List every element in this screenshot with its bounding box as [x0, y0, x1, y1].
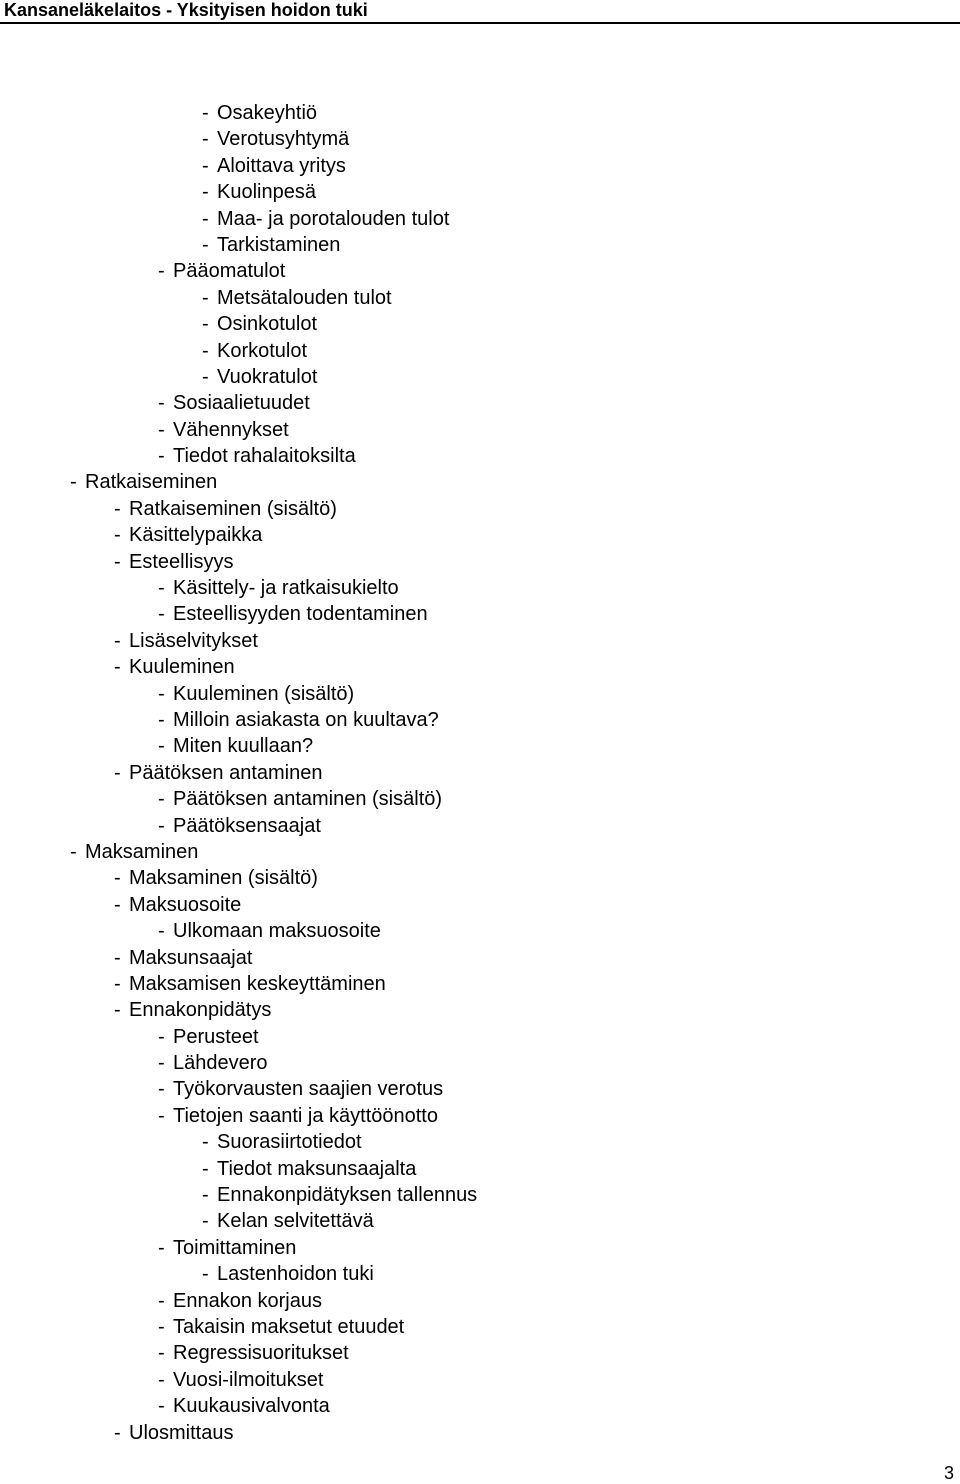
toc-item-dash: - — [158, 577, 165, 600]
toc-item[interactable] — [0, 258, 477, 284]
toc-item-label: Vähennykset — [173, 418, 289, 441]
toc-item-label: Ennakonpidätyksen tallennus — [217, 1184, 478, 1207]
toc-item-dash: - — [158, 814, 165, 837]
toc-item[interactable] — [0, 1103, 477, 1129]
toc-item-dash: - — [158, 1236, 165, 1259]
toc-item-dash: - — [114, 656, 121, 679]
toc-item-dash: - — [158, 445, 165, 468]
toc-item-dash: - — [114, 867, 121, 890]
toc-item-label: Maksunsaajat — [129, 946, 253, 969]
toc-item-dash: - — [158, 1078, 165, 1101]
toc-item-dash: - — [158, 260, 165, 283]
toc-item-dash: - — [202, 154, 209, 177]
toc-item-label: Perusteet — [173, 1025, 259, 1048]
toc-item-dash: - — [70, 840, 77, 863]
toc-item-label: Lisäselvitykset — [129, 629, 258, 652]
toc-item[interactable] — [0, 681, 477, 707]
toc-item[interactable] — [0, 971, 477, 997]
toc-item[interactable] — [0, 232, 477, 258]
toc-item[interactable] — [0, 126, 477, 152]
toc-item[interactable] — [0, 1367, 477, 1393]
toc-item[interactable] — [0, 1050, 477, 1076]
toc-item[interactable] — [0, 390, 477, 416]
toc-item-dash: - — [70, 471, 77, 494]
toc-item-dash: - — [202, 313, 209, 336]
toc-item-label: Maa- ja porotalouden tulot — [217, 207, 450, 230]
toc-item[interactable] — [0, 575, 477, 601]
toc-item-label: Kuuleminen — [129, 656, 235, 679]
toc-item-dash: - — [202, 286, 209, 309]
toc-item-dash: - — [158, 735, 165, 758]
toc-item[interactable] — [0, 496, 477, 522]
toc-item[interactable] — [0, 1314, 477, 1340]
toc-item-label: Käsittely- ja ratkaisukielto — [173, 577, 399, 600]
toc-item-label: Kuuleminen (sisältö) — [173, 682, 355, 705]
toc-item-dash: - — [158, 1025, 165, 1048]
toc-item-label: Esteellisyyden todentaminen — [173, 603, 428, 626]
toc-item[interactable] — [0, 786, 477, 812]
toc-item-dash: - — [158, 682, 165, 705]
toc-item-label: Vuosi-ilmoitukset — [173, 1368, 324, 1391]
toc-item-dash: - — [202, 339, 209, 362]
toc-item-label: Ulosmittaus — [129, 1421, 234, 1444]
toc-item-label: Käsittelypaikka — [129, 524, 263, 547]
toc-item-dash: - — [158, 1342, 165, 1365]
toc-item[interactable] — [0, 1024, 477, 1050]
toc-item-label: Aloittava yritys — [217, 154, 346, 177]
toc-item-dash: - — [114, 999, 121, 1022]
toc-item-label: Ratkaiseminen (sisältö) — [129, 497, 337, 520]
toc-item[interactable] — [0, 549, 477, 575]
toc-item-dash: - — [158, 392, 165, 415]
toc-item[interactable] — [0, 997, 477, 1023]
toc-item[interactable] — [0, 311, 477, 337]
toc-item[interactable] — [0, 601, 477, 627]
toc-item[interactable] — [0, 338, 477, 364]
toc-item-dash: - — [202, 181, 209, 204]
toc-item-dash: - — [202, 1263, 209, 1286]
toc-item-dash: - — [158, 708, 165, 731]
toc-item-label: Maksuosoite — [129, 893, 242, 916]
toc-item[interactable] — [0, 760, 477, 786]
toc-item[interactable] — [0, 1076, 477, 1102]
toc-item-dash: - — [158, 1395, 165, 1418]
toc-item[interactable] — [0, 1393, 477, 1419]
toc-item-dash: - — [158, 418, 165, 441]
toc-item-label: Pääomatulot — [173, 260, 286, 283]
toc-item[interactable] — [0, 865, 477, 891]
toc-item[interactable] — [0, 179, 477, 205]
toc-item-label: Tiedot maksunsaajalta — [217, 1157, 417, 1180]
toc-item-dash: - — [202, 1157, 209, 1180]
toc-item-dash: - — [202, 1210, 209, 1233]
toc-item-dash: - — [114, 893, 121, 916]
toc-item-dash: - — [114, 550, 121, 573]
toc-item-dash: - — [114, 497, 121, 520]
toc-item[interactable] — [0, 469, 477, 495]
toc-item-label: Vuokratulot — [217, 365, 318, 388]
toc-item-label: Päätöksen antaminen — [129, 761, 323, 784]
toc-item[interactable] — [0, 1288, 477, 1314]
toc-item-dash: - — [202, 365, 209, 388]
toc-item-label: Verotusyhtymä — [217, 128, 350, 151]
toc-item-label: Lähdevero — [173, 1052, 268, 1075]
toc-item[interactable] — [0, 443, 477, 469]
toc-item-dash: - — [202, 1184, 209, 1207]
toc-item-label: Metsätalouden tulot — [217, 286, 392, 309]
toc-item[interactable] — [0, 654, 477, 680]
toc-item[interactable] — [0, 628, 477, 654]
toc-item-dash: - — [114, 629, 121, 652]
toc-item-label: Kuukausivalvonta — [173, 1395, 330, 1418]
toc-item-dash: - — [202, 102, 209, 124]
toc-item-dash: - — [158, 1315, 165, 1338]
toc-item-dash: - — [158, 788, 165, 811]
toc-item-dash: - — [114, 946, 121, 969]
toc-item-label: Sosiaalietuudet — [173, 392, 310, 415]
toc-item[interactable] — [0, 892, 477, 918]
toc-item[interactable] — [0, 206, 477, 232]
header-divider — [0, 22, 960, 24]
toc-item-label: Maksaminen (sisältö) — [129, 867, 318, 890]
toc-item-label: Kuolinpesä — [217, 181, 316, 204]
page-header-title: Kansaneläkelaitos - Yksityisen hoidon tuki — [4, 0, 368, 20]
toc-item-label: Miten kuullaan? — [173, 735, 314, 758]
toc-item[interactable] — [0, 1235, 477, 1261]
toc-item-dash: - — [202, 1131, 209, 1154]
toc-item[interactable] — [0, 733, 477, 759]
toc-item-dash: - — [158, 603, 165, 626]
page-number: 3 — [943, 1463, 954, 1483]
toc-item-label: Työkorvausten saajien verotus — [173, 1078, 444, 1101]
toc-item[interactable] — [0, 945, 477, 971]
toc-item[interactable] — [0, 1182, 477, 1208]
toc-item-dash: - — [114, 761, 121, 784]
toc-item[interactable] — [0, 364, 477, 390]
toc-item-label: Takaisin maksetut etuudet — [173, 1315, 405, 1338]
toc-item-label: Esteellisyys — [129, 550, 234, 573]
toc-item-label: Osinkotulot — [217, 313, 318, 336]
toc-item-dash: - — [158, 1052, 165, 1075]
toc-item-label: Lastenhoidon tuki — [217, 1263, 374, 1286]
toc-item-label: Ratkaiseminen — [85, 471, 218, 494]
toc-item[interactable] — [0, 839, 477, 865]
toc-item[interactable] — [0, 1261, 477, 1287]
toc-item[interactable] — [0, 813, 477, 839]
toc-item[interactable] — [0, 707, 477, 733]
toc-item[interactable] — [0, 153, 477, 179]
toc-item-label: Tiedot rahalaitoksilta — [173, 445, 356, 468]
toc-item-dash: - — [202, 207, 209, 230]
toc-item-dash: - — [114, 972, 121, 995]
toc-item-label: Ennakonpidätys — [129, 999, 272, 1022]
toc-item-label: Tarkistaminen — [217, 233, 341, 256]
toc-item-label: Suorasiirtotiedot — [217, 1131, 362, 1154]
toc-item-label: Toimittaminen — [173, 1236, 297, 1259]
toc-item[interactable] — [0, 285, 477, 311]
toc-item-dash: - — [158, 1289, 165, 1312]
toc-item[interactable] — [0, 1156, 477, 1182]
toc-item-label: Päätöksen antaminen (sisältö) — [173, 788, 443, 811]
toc-item-dash: - — [158, 1104, 165, 1127]
toc-item-label: Osakeyhtiö — [217, 102, 318, 124]
toc-item-dash: - — [114, 1421, 121, 1444]
toc-item-label: Milloin asiakasta on kuultava? — [173, 708, 439, 731]
toc-item-label: Päätöksensaajat — [173, 814, 321, 837]
toc-item-dash: - — [158, 1368, 165, 1391]
toc-item-label: Kelan selvitettävä — [217, 1210, 374, 1233]
toc-item-label: Ennakon korjaus — [173, 1289, 322, 1312]
toc-item-dash: - — [202, 233, 209, 256]
toc-item[interactable] — [0, 100, 477, 126]
toc-item[interactable] — [0, 1340, 477, 1366]
toc-item-label: Ulkomaan maksuosoite — [173, 920, 381, 943]
toc-item-label: Maksamisen keskeyttäminen — [129, 972, 386, 995]
toc-item-label: Maksaminen — [85, 840, 199, 863]
toc-item[interactable] — [0, 522, 477, 548]
toc-item-dash: - — [202, 128, 209, 151]
toc-item-label: Tietojen saanti ja käyttöönotto — [173, 1104, 438, 1127]
toc-item[interactable] — [0, 417, 477, 443]
toc-item-dash: - — [158, 920, 165, 943]
toc-item[interactable] — [0, 1208, 477, 1234]
toc-item-label: Korkotulot — [217, 339, 308, 362]
toc-item[interactable] — [0, 1129, 477, 1155]
table-of-contents — [0, 100, 477, 1446]
toc-item[interactable] — [0, 1420, 477, 1446]
toc-item[interactable] — [0, 918, 477, 944]
toc-item-label: Regressisuoritukset — [173, 1342, 349, 1365]
toc-item-dash: - — [114, 524, 121, 547]
